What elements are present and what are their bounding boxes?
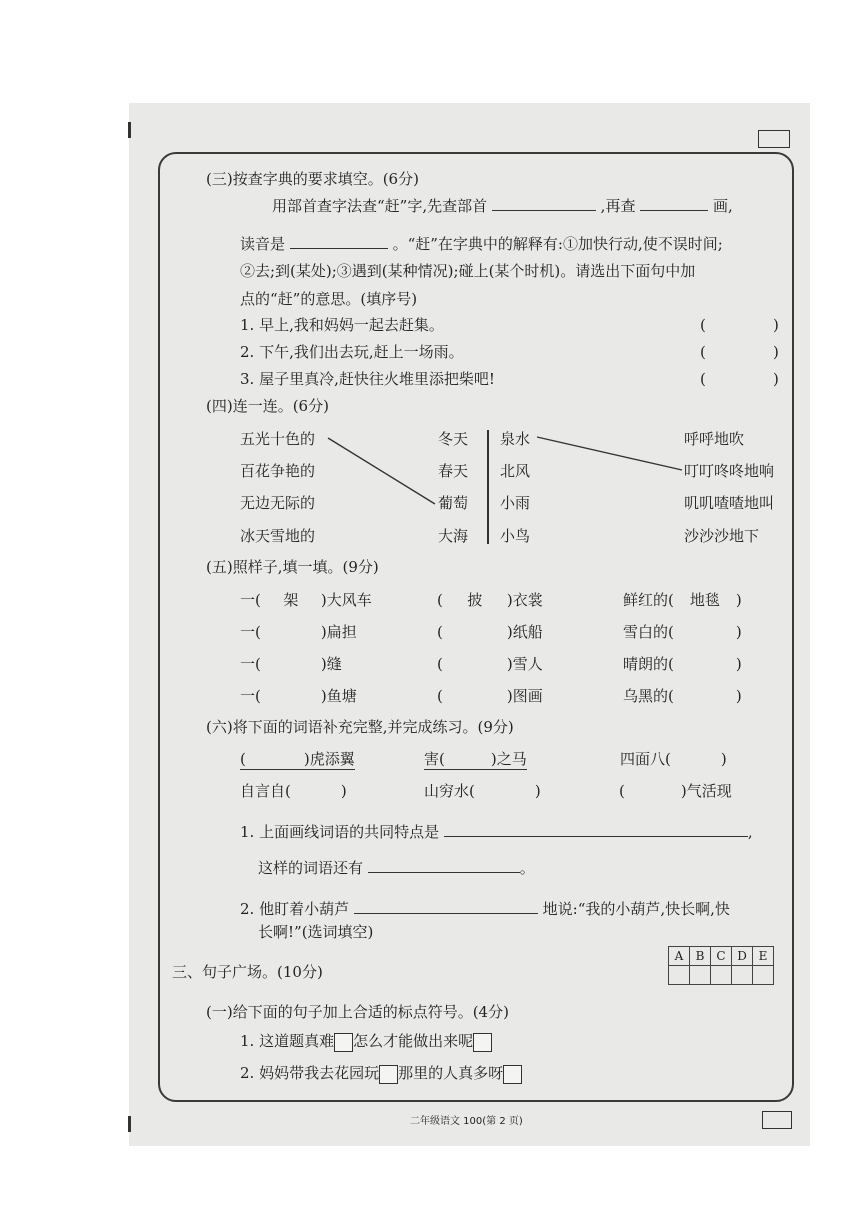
idiom-2 bbox=[424, 750, 527, 770]
s3-line2a: 读音是 bbox=[240, 235, 286, 253]
part3-sub: (一)给下面的句子加上合适的标点符号。(4分) bbox=[206, 1003, 509, 1021]
match-right-a-3[interactable]: 小雨 bbox=[500, 494, 531, 512]
choice-c-slot[interactable] bbox=[711, 966, 732, 985]
adj-4 bbox=[623, 687, 742, 705]
adj-open: 雪白的( bbox=[623, 623, 674, 641]
idiom-text: 自言自( bbox=[240, 782, 291, 800]
verb-noun: )雪人 bbox=[506, 655, 543, 673]
idiom-text: )气活现 bbox=[680, 782, 732, 800]
match-right-b-2[interactable]: 叮叮咚咚地响 bbox=[684, 462, 775, 480]
s6-q1-period: 。 bbox=[519, 859, 535, 877]
verb-open: ( bbox=[437, 655, 443, 673]
choice-a[interactable]: A bbox=[669, 947, 690, 966]
s6-q2 bbox=[240, 899, 730, 918]
adj-3 bbox=[623, 655, 742, 673]
match-right-b-1[interactable]: 呼呼地吹 bbox=[684, 430, 745, 448]
idiom-3 bbox=[620, 750, 727, 768]
verb-open: ( bbox=[437, 623, 443, 641]
match-left-b-3[interactable]: 葡萄 bbox=[438, 494, 469, 512]
match-right-b-3[interactable]: 叽叽喳喳地叫 bbox=[684, 494, 775, 512]
sentence-2a: 2. 妈妈带我去花园玩 bbox=[240, 1064, 380, 1082]
adj-open: 乌黑的( bbox=[623, 687, 674, 705]
measure-answer[interactable]: 架 bbox=[283, 591, 299, 609]
answer-paren-close-3: ) bbox=[773, 370, 779, 388]
adj-1 bbox=[623, 591, 742, 609]
measure-4 bbox=[240, 687, 357, 705]
choice-c[interactable]: C bbox=[711, 947, 732, 966]
match-left-a-4[interactable]: 冰天雪地的 bbox=[240, 527, 316, 545]
idiom-close: ) bbox=[720, 750, 727, 768]
choice-d-slot[interactable] bbox=[732, 966, 753, 985]
choice-a-slot[interactable] bbox=[669, 966, 690, 985]
page-footer: 二年级语文 100(第 2 页) bbox=[410, 1116, 523, 1127]
idiom-close: ) bbox=[534, 782, 541, 800]
adj-2 bbox=[623, 623, 742, 641]
idiom-text: )虎添翼 bbox=[303, 750, 355, 768]
choice-b[interactable]: B bbox=[690, 947, 711, 966]
match-line-example-1 bbox=[328, 438, 435, 504]
measure-3 bbox=[240, 655, 342, 673]
measure-open: 一( bbox=[240, 687, 261, 705]
measure-noun: )大风车 bbox=[320, 591, 372, 609]
answer-paren-open-1[interactable]: ( bbox=[700, 316, 706, 334]
idiom-4 bbox=[240, 782, 347, 800]
part3-heading: 三、句子广场。(10分) bbox=[172, 963, 323, 981]
choice-e[interactable]: E bbox=[753, 947, 774, 966]
s6-q1-text: 1. 上面画线词语的共同特点是 bbox=[240, 823, 440, 841]
verb-open: ( bbox=[437, 687, 443, 705]
punct-sentence-1 bbox=[240, 1032, 492, 1052]
match-left-b-4[interactable]: 大海 bbox=[438, 527, 469, 545]
idiom-1 bbox=[240, 750, 355, 770]
idiom-text: )之马 bbox=[490, 750, 527, 768]
s3-item-3: 3. 屋子里真冷,赶快往火堆里添把柴吧! bbox=[240, 370, 495, 388]
s3-line1a: 用部首查字法查“赶”字,先查部首 bbox=[272, 197, 488, 215]
verb-noun: )图画 bbox=[506, 687, 543, 705]
s6-q2-text-b: 地说:“我的小葫芦,快长啊,快 bbox=[542, 900, 730, 918]
answer-paren-close-2: ) bbox=[773, 343, 779, 361]
s3-item-1: 1. 早上,我和妈妈一起去赶集。 bbox=[240, 316, 444, 334]
s6-q1 bbox=[240, 822, 753, 841]
idiom-blank[interactable] bbox=[246, 750, 304, 764]
match-left-a-2[interactable]: 百花争艳的 bbox=[240, 462, 316, 480]
s6-q1-comma: , bbox=[747, 823, 753, 841]
idiom-text: 山穷水( bbox=[424, 782, 475, 800]
verb-noun: )衣裳 bbox=[506, 591, 543, 609]
choice-e-slot[interactable] bbox=[753, 966, 774, 985]
punct-sentence-2 bbox=[240, 1064, 522, 1084]
adj-answer[interactable]: 地毯 bbox=[689, 591, 720, 609]
s6-q1-cont bbox=[258, 858, 535, 877]
measure-noun: )扁担 bbox=[320, 623, 357, 641]
idiom-6 bbox=[619, 782, 732, 800]
match-left-a-3[interactable]: 无边无际的 bbox=[240, 494, 316, 512]
match-left-b-1[interactable]: 冬天 bbox=[438, 430, 469, 448]
adj-close: ) bbox=[735, 687, 742, 705]
punct-box-1[interactable] bbox=[334, 1033, 353, 1052]
blank-feature[interactable] bbox=[444, 822, 748, 837]
verb-answer[interactable]: 披 bbox=[467, 591, 483, 609]
match-right-b-4[interactable]: 沙沙沙地下 bbox=[684, 527, 760, 545]
s3-line1c: 画, bbox=[713, 197, 733, 215]
match-left-a-1[interactable]: 五光十色的 bbox=[240, 430, 316, 448]
s6-q1c-text: 这样的词语还有 bbox=[258, 859, 364, 877]
measure-open: 一( bbox=[240, 623, 261, 641]
answer-paren-open-3[interactable]: ( bbox=[700, 370, 706, 388]
adj-close: ) bbox=[735, 623, 742, 641]
verb-open: ( bbox=[437, 591, 443, 609]
answer-paren-close-1: ) bbox=[773, 316, 779, 334]
measure-1 bbox=[240, 591, 372, 609]
punct-box-3[interactable] bbox=[379, 1065, 398, 1084]
sentence-2b: 那里的人真多呀 bbox=[398, 1064, 504, 1082]
idiom-open: ( bbox=[619, 782, 625, 800]
s3-line1b: ,再查 bbox=[600, 197, 636, 215]
idiom-blank[interactable] bbox=[445, 750, 491, 764]
idiom-text: 害( bbox=[424, 750, 445, 768]
verb-4 bbox=[437, 687, 543, 705]
sentence-1b: 怎么才能做出来呢 bbox=[353, 1032, 474, 1050]
blank-choose-word[interactable] bbox=[354, 899, 538, 914]
idiom-open: ( bbox=[240, 750, 246, 768]
adj-close: ) bbox=[735, 655, 742, 673]
idiom-text: 四面八( bbox=[620, 750, 671, 768]
punct-box-2[interactable] bbox=[473, 1033, 492, 1052]
s6-q2-cont: 长啊!”(选词填空) bbox=[258, 923, 374, 941]
s3-line2b: 。“赶”在字典中的解释有:①加快行动,使不误时间; bbox=[392, 235, 723, 253]
choice-d[interactable]: D bbox=[732, 947, 753, 966]
s3-item-2: 2. 下午,我们出去玩,赶上一场雨。 bbox=[240, 343, 464, 361]
verb-1 bbox=[437, 591, 543, 609]
measure-open: 一( bbox=[240, 655, 261, 673]
match-right-a-4[interactable]: 小鸟 bbox=[500, 527, 531, 545]
punct-box-4[interactable] bbox=[503, 1065, 522, 1084]
match-right-a-2[interactable]: 北风 bbox=[500, 462, 531, 480]
verb-noun: )纸船 bbox=[506, 623, 543, 641]
s3-heading: (三)按查字典的要求填空。(6分) bbox=[206, 170, 419, 188]
s6-heading: (六)将下面的词语补充完整,并完成练习。(9分) bbox=[206, 718, 514, 736]
verb-3 bbox=[437, 655, 543, 673]
answer-paren-open-2[interactable]: ( bbox=[700, 343, 706, 361]
adj-open: 晴朗的( bbox=[623, 655, 674, 673]
s5-heading: (五)照样子,填一填。(9分) bbox=[206, 558, 379, 576]
idiom-close: ) bbox=[340, 782, 347, 800]
match-line-example-2 bbox=[537, 437, 682, 470]
s3-line3: ②去;到(某处);③遇到(某种情况);碰上(某个时机)。请选出下面句中加 bbox=[240, 262, 696, 280]
choice-b-slot[interactable] bbox=[690, 966, 711, 985]
s4-heading: (四)连一连。(6分) bbox=[206, 397, 329, 415]
measure-open: 一( bbox=[240, 591, 261, 609]
s3-line4: 点的“赶”的意思。(填序号) bbox=[240, 290, 418, 308]
measure-noun: )鱼塘 bbox=[320, 687, 357, 705]
match-right-a-1[interactable]: 泉水 bbox=[500, 430, 531, 448]
adj-close: ) bbox=[735, 591, 742, 609]
idiom-5 bbox=[424, 782, 541, 800]
match-left-b-2[interactable]: 春天 bbox=[438, 462, 469, 480]
s6-q2-text: 2. 他盯着小葫芦 bbox=[240, 900, 350, 918]
blank-more-words[interactable] bbox=[368, 858, 520, 873]
sentence-1a: 1. 这道题真难 bbox=[240, 1032, 335, 1050]
choice-table bbox=[668, 946, 774, 985]
measure-2 bbox=[240, 623, 357, 641]
measure-noun: )缝 bbox=[320, 655, 342, 673]
verb-2 bbox=[437, 623, 543, 641]
adj-open: 鲜红的( bbox=[623, 591, 674, 609]
